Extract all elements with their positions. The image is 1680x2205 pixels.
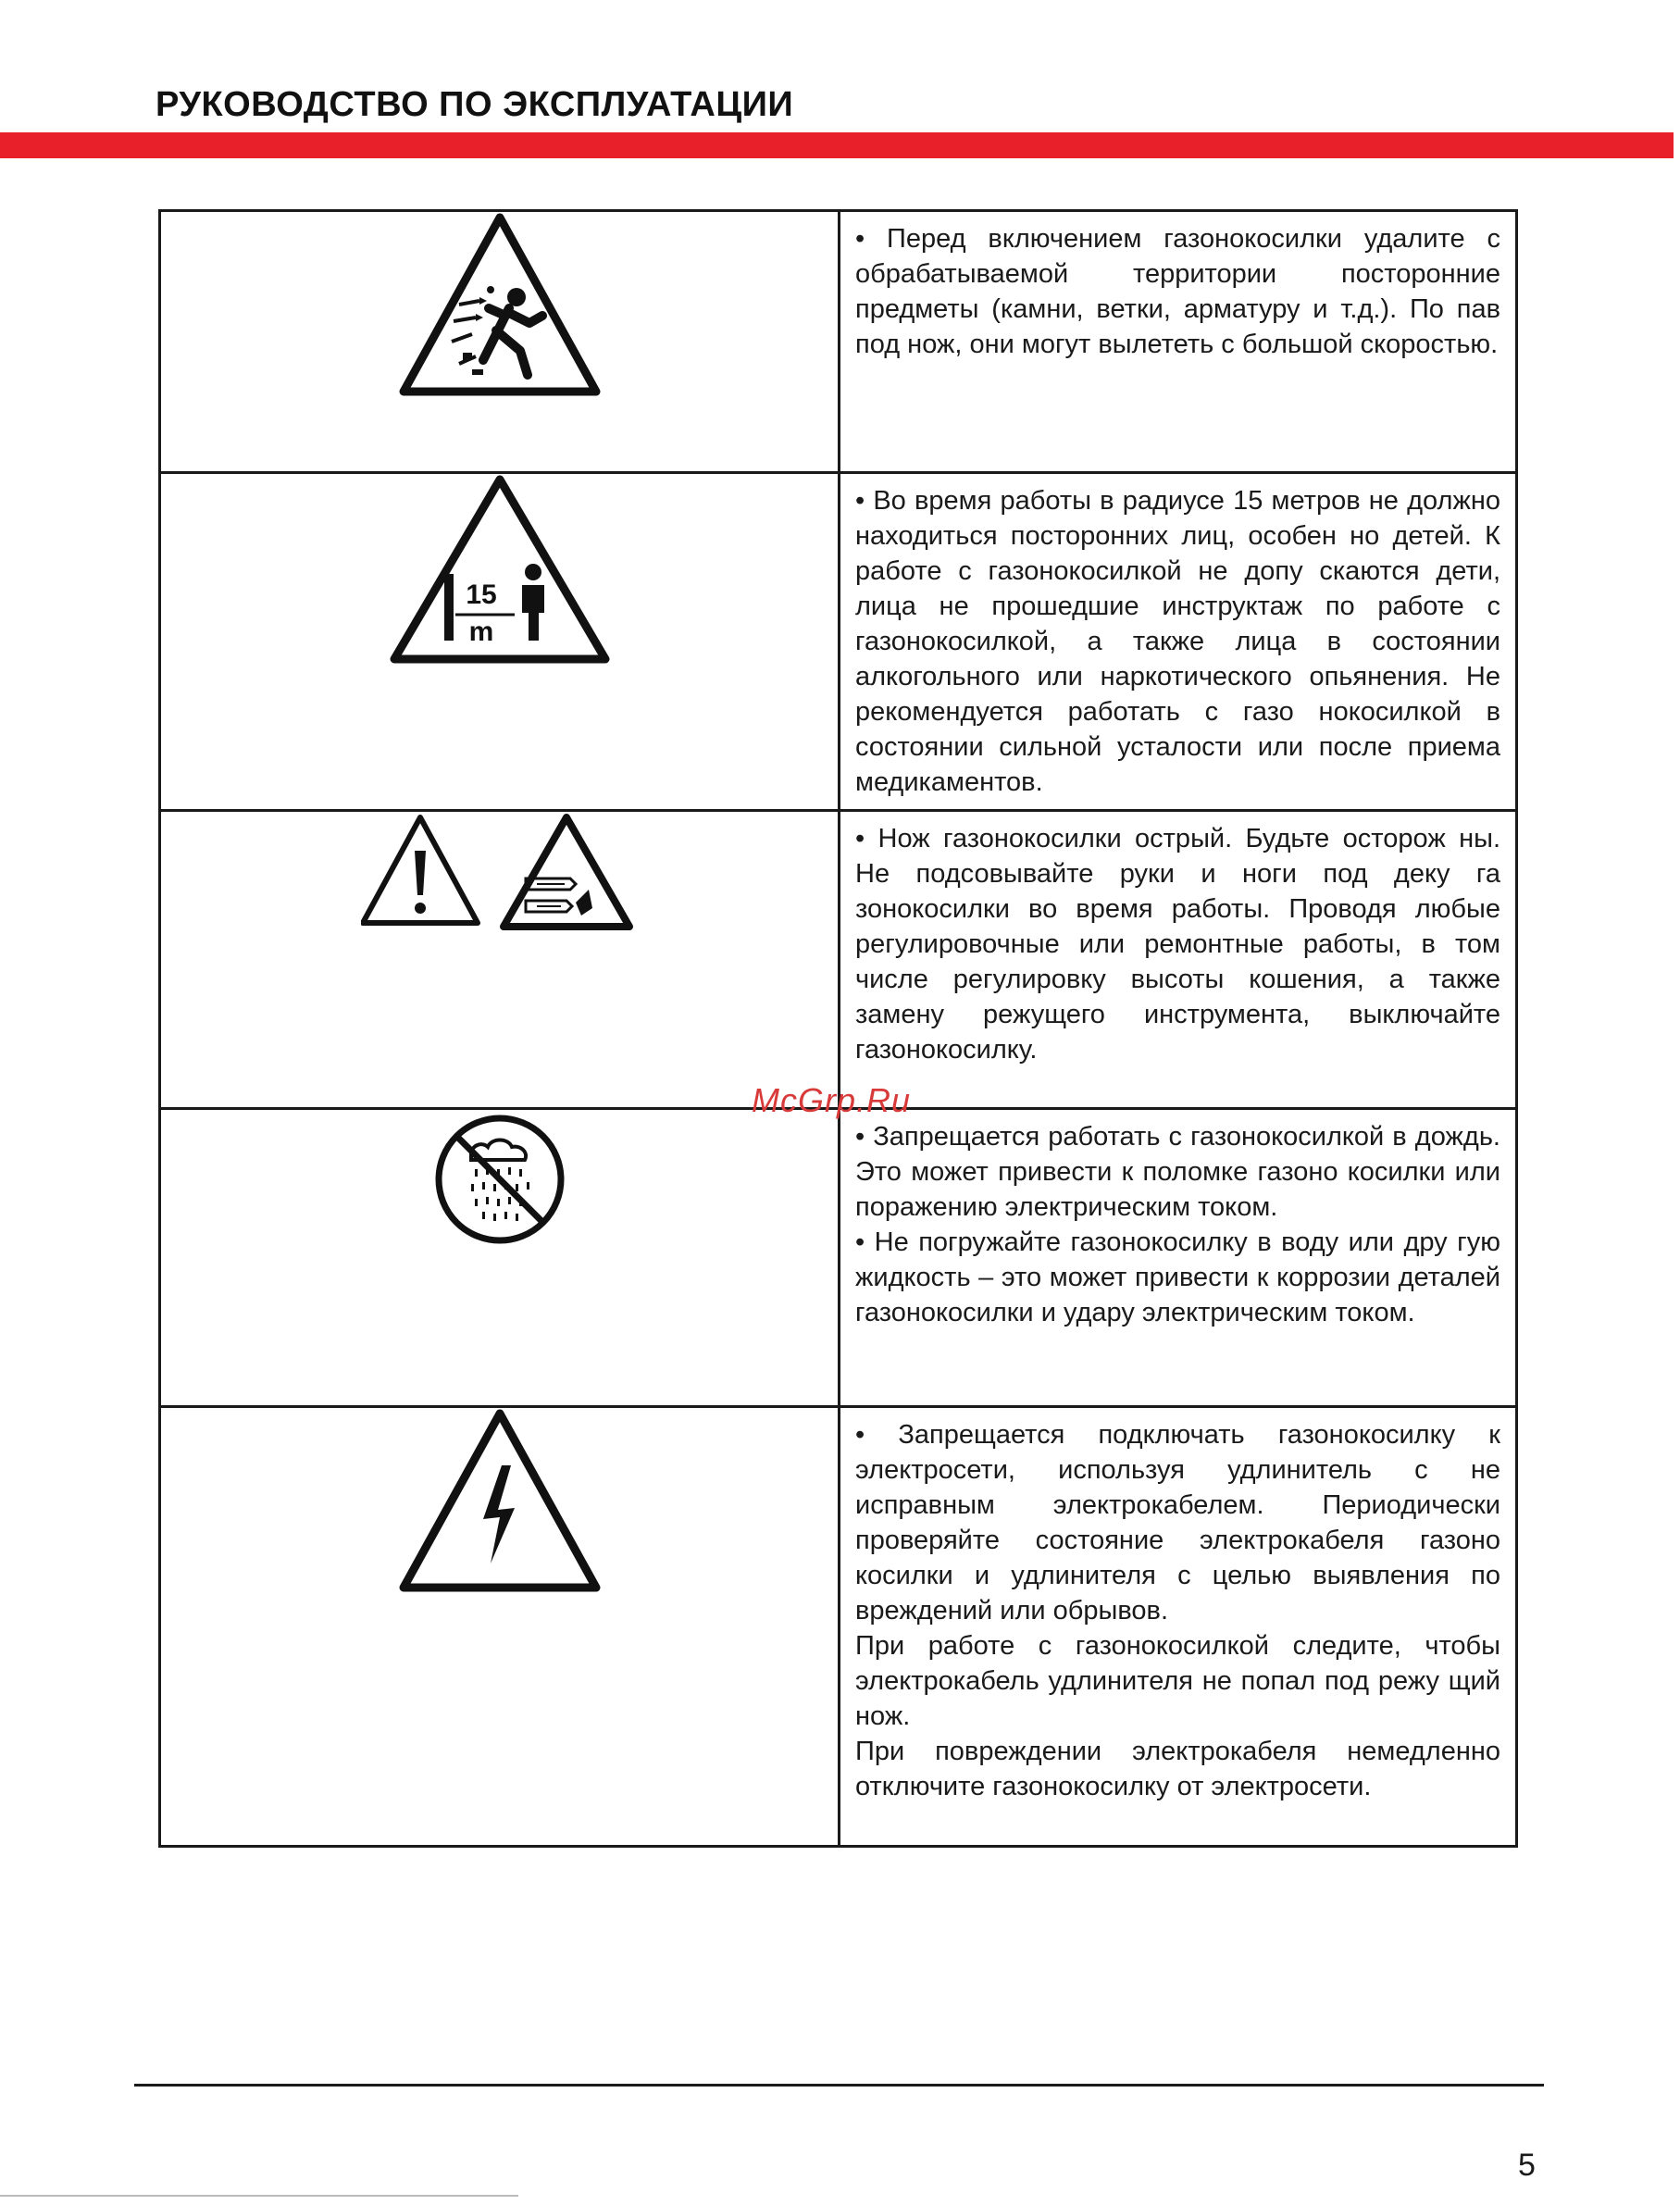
instruction-paragraph: • Нож газонокосилки острый. Будьте осторож ны. Не подсовывайте руки и ноги под деку га зонокосилки во время работы. Проводя любые регулировочные или ремонтные работы, в том числе регулировку высоты кошения, а также замену режущего инструмента, выключайте газонокосилку. (855, 824, 1500, 1065)
icon-cell (160, 1407, 840, 1847)
instruction-text (840, 811, 1517, 1109)
sharp-blade-warning-icons (361, 920, 639, 936)
keep-distance-warning-icon (389, 579, 611, 672)
header-red-band (0, 132, 1674, 158)
icon-cell (160, 1109, 840, 1407)
table-row (160, 1109, 1517, 1407)
watermark: McGrp.Ru (752, 1081, 912, 1119)
page-title: РУКОВОДСТВО ПО ЭКСПЛУАТАЦИИ (156, 85, 794, 124)
distance-number: 15 (465, 579, 497, 610)
instruction-paragraph: При работе с газонокосилкой следите, чтобы электрокабель удлинителя не попал под режу щий нож. (855, 1631, 1500, 1731)
instruction-paragraph: • Во время работы в радиусе 15 метров не должно находиться посторонних лиц, особен но детей. К работе с газонокосилкой не допу скаются дети, лица не прошедшие инструктаж по работе с газонокосилкой, а также лица в состоянии алкогольного или наркотического опьянения. Не рекомендуется работать с газо нокосилкой в состоянии сильной усталости или после приема медикаментов. (855, 486, 1500, 797)
flying-objects-warning-icon (398, 385, 602, 401)
instruction-paragraph: • Перед включением газонокосилки удалите с обрабатываемой территории посторонние предметы (камни, ветки, арматуру и т.д.). По пав под нож, они могут вылететь с большой скоростью. (855, 224, 1500, 359)
exclamation-warning-icon (363, 817, 478, 923)
icon-cell (160, 811, 840, 1109)
hand-blade-warning-icon (504, 817, 629, 927)
icon-cell (160, 211, 840, 473)
high-voltage-warning-icon (398, 1581, 602, 1597)
table-row (160, 473, 1517, 811)
table-row (160, 211, 1517, 473)
no-rain-icon (430, 1237, 569, 1252)
table-row (160, 1407, 1517, 1847)
instruction-paragraph: • Запрещается работать с газонокосилкой в дождь. Это может привести к поломке газоно косилки или поражению электрическим током. (855, 1122, 1500, 1222)
instruction-text (840, 1109, 1517, 1407)
table-row (160, 811, 1517, 1109)
footer-divider (134, 2084, 1544, 2087)
icon-cell (160, 473, 840, 811)
instruction-paragraph: • Запрещается подключать газонокосилку к электросети, используя удлинитель с не исправным электрокабелем. Периодически проверяйте состояние электрокабеля газоно косилки и удлинителя с целью выявления по вреждений или обрывов. (855, 1420, 1500, 1626)
bottom-divider (0, 2195, 518, 2197)
instruction-paragraph: • Не погружайте газонокосилку в воду или дру гую жидкость – это может привести к коррозии деталей газонокосилки и удару электрическим током. (855, 1227, 1500, 1327)
instruction-text (840, 211, 1517, 473)
distance-unit: m (468, 617, 493, 647)
page-number: 5 (1518, 2148, 1536, 2183)
instruction-text (840, 1407, 1517, 1847)
safety-instructions-table (158, 209, 1518, 1848)
instruction-paragraph: При повреждении электрокабеля немедленно отключите газонокосилку от электросети. (855, 1737, 1500, 1801)
instruction-text (840, 473, 1517, 811)
